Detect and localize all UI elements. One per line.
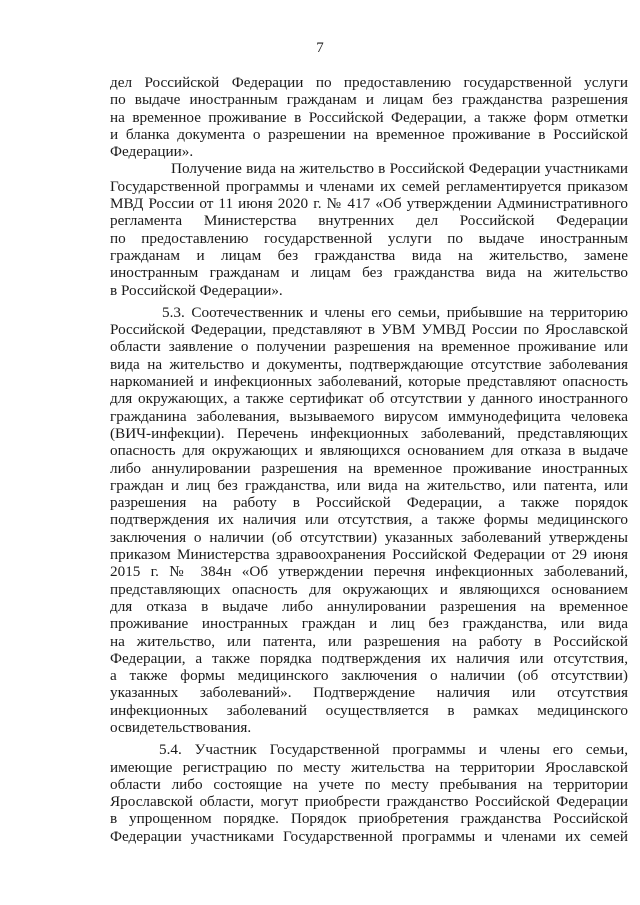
text-line: по выдаче иностранным гражданам и лицам без гражданства разрешения	[110, 91, 628, 109]
text-line: Федерации, а также порядка подтверждения их наличия или отсутствия,	[110, 649, 628, 667]
text-line: Федерации».	[110, 143, 194, 161]
text-line: области либо состоящие на учете по месту пребывания на территории	[110, 775, 628, 793]
text-line: в упрощенном порядке. Порядок приобретения гражданства Российской	[110, 810, 628, 828]
text-line: дел Российской Федерации по предоставлению государственной услуги	[110, 74, 628, 91]
text-line: Ярославской области, могут приобрести гражданство Российской Федерации	[110, 793, 628, 811]
paragraph-continuation	[110, 74, 628, 160]
text-line: в Российской Федерации».	[110, 281, 283, 299]
text-line: 5.3. Соотечественник и члены его семьи, прибывшие на территорию	[162, 303, 628, 321]
text-line: вида на жительство и документы, подтверждающие отсутствие заболевания	[110, 355, 628, 373]
text-line: указанных заболеваний». Подтверждение наличия или отсутствия	[110, 684, 628, 702]
document-body	[110, 74, 628, 845]
text-line: области заявление о получении разрешения на временное проживание или	[110, 338, 628, 356]
text-line: для отказа в выдаче либо аннулировании разрешения на временное	[110, 597, 628, 615]
text-line: на временное проживание в Российской Федерации, а также форм отметки	[110, 108, 628, 126]
text-line: граждан и лиц без гражданства, или вида на жительство, или патента, или	[110, 476, 628, 494]
text-line: гражданам и лицам без гражданства вида на жительство, замене	[110, 246, 628, 264]
text-line: для окружающих, а также сертификат об отсутствии у данного иностранного	[110, 390, 628, 408]
text-line: Государственной программы и членами их семей регламентируется приказом	[110, 177, 628, 195]
text-line: и бланка документа о разрешении на временное проживание в Российской	[110, 125, 628, 143]
paragraph-residence-permit	[110, 160, 628, 298]
text-line: наркоманией и инфекционных заболеваний, которые представляют опасность	[110, 373, 628, 391]
text-line: регламента Министерства внутренних дел Российской Федерации	[110, 212, 628, 230]
text-line: а также формы медицинского заключения о наличии (об отсутствии)	[110, 667, 628, 685]
text-line: гражданина заболевания, вызываемого вирусом иммунодефицита человека	[110, 407, 628, 425]
text-line: 5.4. Участник Государственной программы и члены его семьи,	[159, 741, 628, 759]
text-line: приказом Министерства здравоохранения Российской Федерации от 29 июня	[110, 546, 628, 564]
text-line: Федерации участниками Государственной программы и членами их семей	[110, 827, 628, 845]
text-line: 2015 г. № 384н «Об утверждении перечня инфекционных заболеваний,	[110, 563, 628, 581]
text-line: разрешения на работу в Российской Федерации, а также порядок	[110, 494, 628, 512]
paragraph-section-5-3	[110, 304, 628, 736]
text-line: заключения о наличии (об отсутствии) указанных заболеваний утверждены	[110, 528, 628, 546]
text-line: по предоставлению государственной услуги по выдаче иностранным	[110, 229, 628, 247]
text-line: представляющих опасность для окружающих и являющихся основанием	[110, 580, 628, 598]
text-line: проживание иностранных граждан и лиц без гражданства, или вида	[110, 615, 628, 633]
text-line: опасность для окружающих и являющихся основанием для отказа в выдаче	[110, 442, 628, 460]
page-number: 7	[316, 40, 324, 56]
text-line: Российской Федерации, представляют в УВМ УМВД России по Ярославской	[110, 321, 628, 339]
text-line: иностранным гражданам и лицам без гражданства вида на жительство	[110, 264, 628, 282]
text-line: подтверждения их наличия или отсутствия, а также формы медицинского	[110, 511, 628, 529]
text-line: освидетельствования.	[110, 718, 252, 736]
text-line: (ВИЧ-инфекции). Перечень инфекционных заболеваний, представляющих	[110, 424, 628, 442]
text-line: на жительство, или патента, или разрешения на работу в Российской	[110, 632, 628, 650]
text-line: Получение вида на жительство в Российской Федерации участниками	[171, 160, 628, 178]
paragraph-section-5-4	[110, 741, 628, 845]
text-line: инфекционных заболеваний осуществляется в рамках медицинского	[110, 701, 628, 719]
text-line: либо аннулировании разрешения на временное проживание иностранных	[110, 459, 628, 477]
text-line: МВД России от 11 июня 2020 г. № 417 «Об утверждении Административного	[110, 195, 628, 213]
text-line: имеющие регистрацию по месту жительства на территории Ярославской	[110, 758, 628, 776]
